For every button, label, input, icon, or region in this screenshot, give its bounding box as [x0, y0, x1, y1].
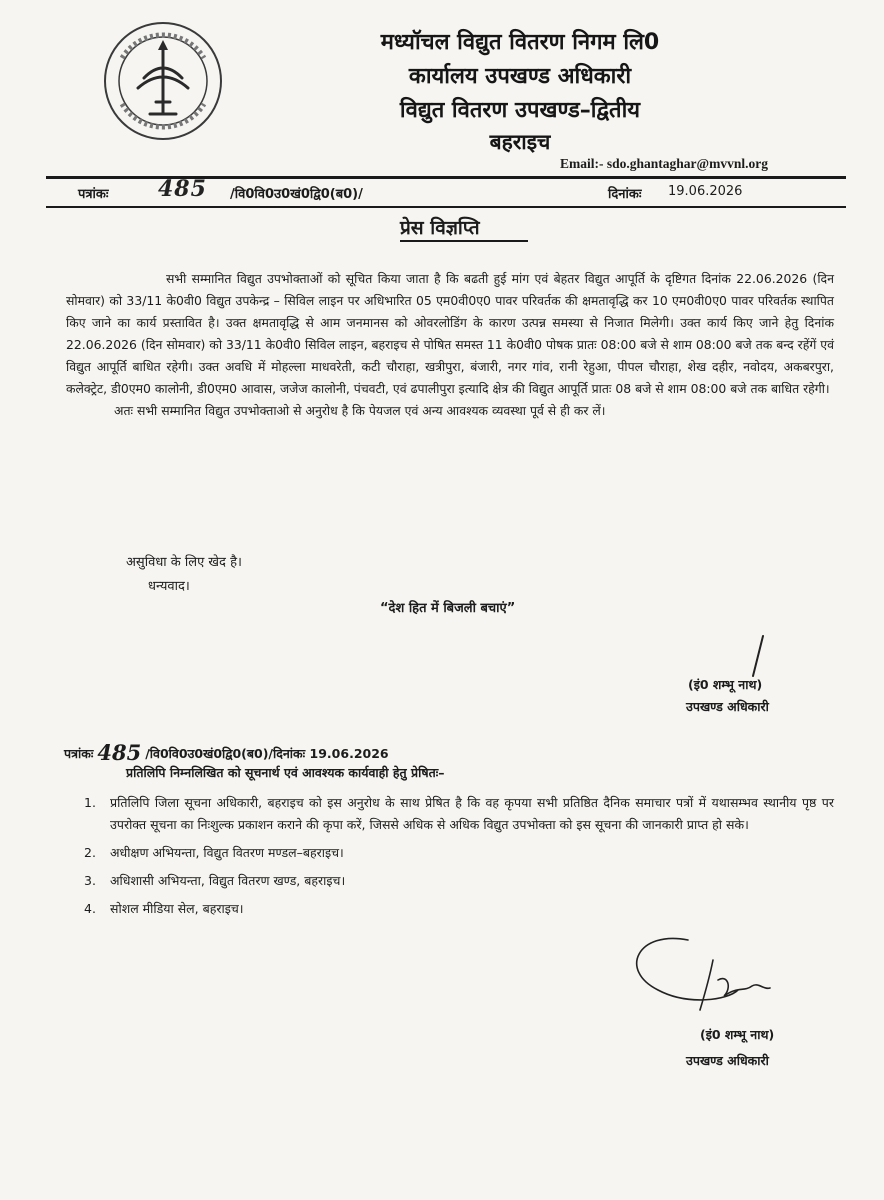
- org-name: मध्यॉचल विद्युत वितरण निगम लि0: [380, 30, 660, 55]
- list-item-number: 4.: [84, 901, 96, 916]
- thanks-line: धन्यवाद।: [148, 579, 190, 594]
- signatory-name-1: (इं0 शम्भू नाथ): [688, 677, 763, 692]
- date-value: 19.06.2026: [668, 184, 743, 199]
- copy-recipients-list: [84, 792, 834, 926]
- list-item: [84, 792, 834, 836]
- ref-label: पत्रांकः: [78, 187, 109, 202]
- copy-ref-code: /वि0वि0उ0खं0द्वि0(ब0)/: [145, 746, 273, 761]
- list-item: [84, 898, 834, 920]
- mvvnl-logo: [100, 18, 226, 144]
- signatory-name-2: (इं0 शम्भू नाथ): [700, 1027, 775, 1042]
- regret-line: असुविधा के लिए खेद है।: [126, 555, 242, 570]
- date-label: दिनांकः: [608, 187, 642, 202]
- list-item-text: सोशल मीडिया सेल, बहराइच।: [110, 901, 244, 916]
- list-item: [84, 842, 834, 864]
- list-item: [84, 870, 834, 892]
- slogan: “देश हित में बिजली बचाएं”: [380, 601, 516, 616]
- list-item-text: प्रतिलिपि जिला सूचना अधिकारी, बहराइच को इस अनुरोध के साथ प्रेषित है कि वह कृपया सभी प्रतिष्ठित दैनिक समाचार पत्रों में यथासम्भव स्थानीय पृष्ठ पर उपरोक्त सूचना का निःशुल्क प्रकाशन कराने की कृपा करें, जिससे अधिक से अधिक विद्युत उपभोक्ता को इस सूचना की जानकारी प्राप्त हो सके।: [110, 795, 834, 832]
- signature-mark-1: [735, 632, 775, 682]
- divider-bottom: [46, 206, 846, 208]
- signatory-designation-2: उपखण्ड अधिकारी: [686, 1053, 769, 1068]
- signatory-designation-1: उपखण्ड अधिकारी: [686, 699, 769, 714]
- copy-intro: प्रतिलिपि निम्नलिखित को सूचनार्थ एवं आवश्यक कार्यवाही हेतु प्रेषितः–: [126, 765, 445, 780]
- copy-reference: [64, 738, 389, 763]
- title-underline: [400, 240, 528, 242]
- notice-body: [66, 268, 834, 422]
- email-address: Email:- sdo.ghantaghar@mvvnl.org: [560, 156, 768, 171]
- ref-code: /वि0वि0उ0खं0द्वि0(ब0)/: [230, 187, 363, 202]
- copy-date-label: दिनांकः: [272, 746, 306, 761]
- list-item-number: 3.: [84, 873, 96, 888]
- reference-row: [48, 176, 843, 204]
- office-name: कार्यालय उपखण्ड अधिकारी: [408, 64, 632, 89]
- ref-number: 485: [158, 176, 207, 202]
- city-name: बहराइच: [489, 130, 551, 154]
- copy-ref-number: 485: [97, 740, 142, 765]
- division-name: विद्युत वितरण उपखण्ड–द्वितीय: [399, 98, 641, 123]
- list-item-text: अधिशासी अभियन्ता, विद्युत वितरण खण्ड, बहराइच।: [110, 873, 346, 888]
- signature-mark-2: [618, 930, 798, 1026]
- list-item-number: 1.: [84, 795, 96, 810]
- copy-ref-label: पत्रांकः: [64, 746, 94, 761]
- copy-date: 19.06.2026: [309, 746, 389, 761]
- page-title: प्रेस विज्ञप्ति: [400, 217, 480, 239]
- notice-paragraph-1: सभी सम्मानित विद्युत उपभोक्ताओं को सूचित किया जाता है कि बढती हुई मांग एवं बेहतर विद्युत आपूर्ति के दृष्टिगत दिनांक 22.06.2026 (दिन सोमवार) को 33/11 के0वी0 विद्युत उपकेन्द्र – सिविल लाइन पर अधिभारित 05 एम0वी0ए0 पावर परिवर्तक की क्षमतावृद्धि कर 10 एम0वी0ए0 पावर परिवर्तक स्थापित किए जाने का कार्य प्रस्तावित है। उक्त क्षमतावृद्धि से आम जनमानस को ओवरलोडिंग के कारण उत्पन्न समस्या से निजात मिलेगी। उक्त कार्य किए जाने हेतु दिनांक 22.06.2026 (दिन सोमवार) को 33/11 के0वी0 सिविल लाइन, बहराइच से पोषित समस्त 11 के0वी0 पोषक प्रातः 08:00 बजे से शाम 08:00 बजे तक बन्द रहेंगें एवं विद्युत आपूर्ति बाधित रहेगी। उक्त अवधि में मोहल्ला माधवरेती, कटी चौराहा, खत्रीपुरा, बंजारी, नगर गांव, रानी रेहुआ, पीपल चौराहा, शेख दहीर, नवोदय, अकबरपुरा, कलेक्ट्रेट, डी0एम0 कालोनी, डी0एम0 आवास, जजेज कालोनी, पंचवटी, एवं ढपालीपुरा इत्यादि क्षेत्र की विद्युत आपूर्ति प्रातः 08 बजे से शाम 08:00 बजे तक बाधित रहेगी।: [66, 271, 834, 396]
- list-item-text: अधीक्षण अभियन्ता, विद्युत वितरण मण्डल–बहराइच।: [110, 845, 344, 860]
- list-item-number: 2.: [84, 845, 96, 860]
- notice-paragraph-2: अतः सभी सम्मानित विद्युत उपभोक्ताओ से अनुरोध है कि पेयजल एवं अन्य आवश्यक व्यवस्था पूर्व से ही कर लें।: [114, 403, 606, 418]
